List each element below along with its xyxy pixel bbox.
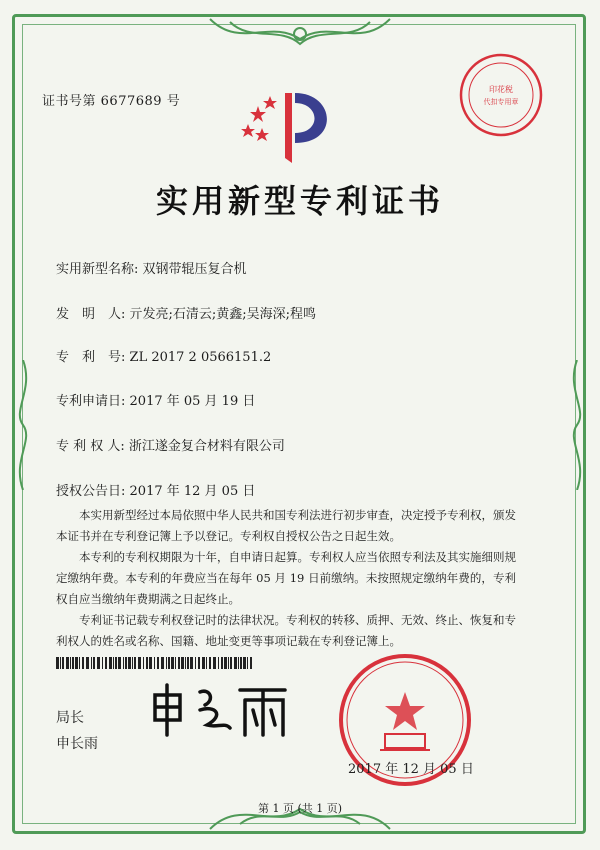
announcement-date-value: 2017 年 12 月 05 日 bbox=[129, 484, 256, 499]
application-date-value: 2017 年 05 月 19 日 bbox=[129, 394, 256, 409]
certificate-number bbox=[42, 90, 180, 109]
patent-number-value: ZL 2017 2 0566151.2 bbox=[129, 350, 272, 365]
announcement-date-label: 授权公告日: bbox=[56, 484, 126, 499]
certificate-number-suffix: 号 bbox=[166, 94, 181, 109]
certificate-number-value: 6677689 bbox=[100, 94, 163, 109]
utility-model-name-label: 实用新型名称: bbox=[56, 262, 139, 277]
svg-text:代扣专用章: 代扣专用章 bbox=[483, 98, 519, 106]
patentee-label: 专 利 权 人: bbox=[56, 439, 125, 454]
patent-office-logo bbox=[240, 88, 350, 168]
announcement-date-row bbox=[56, 480, 255, 499]
utility-model-name-row bbox=[56, 258, 247, 277]
tax-stamp-seal bbox=[456, 50, 546, 140]
svg-text:印花税: 印花税 bbox=[489, 85, 513, 94]
patentee-row bbox=[56, 435, 285, 454]
right-ornament bbox=[566, 360, 588, 490]
application-date-label: 专利申请日: bbox=[56, 394, 126, 409]
barcode bbox=[56, 657, 256, 669]
patent-number-label: 专 利 号: bbox=[56, 350, 126, 365]
application-date-row bbox=[56, 390, 255, 409]
page-title: 实用新型专利证书 bbox=[155, 182, 444, 220]
inventor-label: 发 明 人: bbox=[56, 307, 126, 322]
page-number: 第 1 页 (共 1 页) bbox=[257, 802, 343, 815]
paragraph-term: 本专利的专利权期限为十年，自申请日起算。专利权人应当依照专利法及其实施细则规定缴纳年费。本专利的年费应当在每年 05 月 19 日前缴纳。未按照规定缴纳年费的，专利权自应当缴纳年费期满之日起终止。 bbox=[56, 550, 516, 606]
seal-date: 2017 年 12 月 05 日 bbox=[348, 762, 474, 777]
director-name: 申长雨 bbox=[56, 736, 98, 752]
paragraph-grant: 本实用新型经过本局依照中华人民共和国专利法进行初步审查，决定授予专利权，颁发本证书并在专利登记簿上予以登记。专利权自授权公告之日起生效。 bbox=[56, 508, 516, 543]
patent-number-row bbox=[56, 346, 271, 365]
paragraph-register: 专利证书记载专利权登记时的法律状况。专利权的转移、质押、无效、终止、恢复和专利权人的姓名或名称、国籍、地址变更等事项记载在专利登记簿上。 bbox=[56, 613, 516, 648]
patentee-value: 浙江遂金复合材料有限公司 bbox=[128, 439, 285, 454]
certificate-number-label: 证书号第 bbox=[42, 94, 97, 109]
inventor-row bbox=[56, 303, 316, 322]
director-title: 局长 bbox=[56, 710, 84, 726]
inventor-value: 亓发亮;石清云;黄鑫;吴海深;程鸣 bbox=[129, 307, 317, 322]
director-signature bbox=[145, 680, 295, 740]
top-ornament bbox=[200, 14, 400, 54]
utility-model-name-value: 双钢带辊压复合机 bbox=[142, 262, 247, 277]
left-ornament bbox=[12, 360, 34, 490]
